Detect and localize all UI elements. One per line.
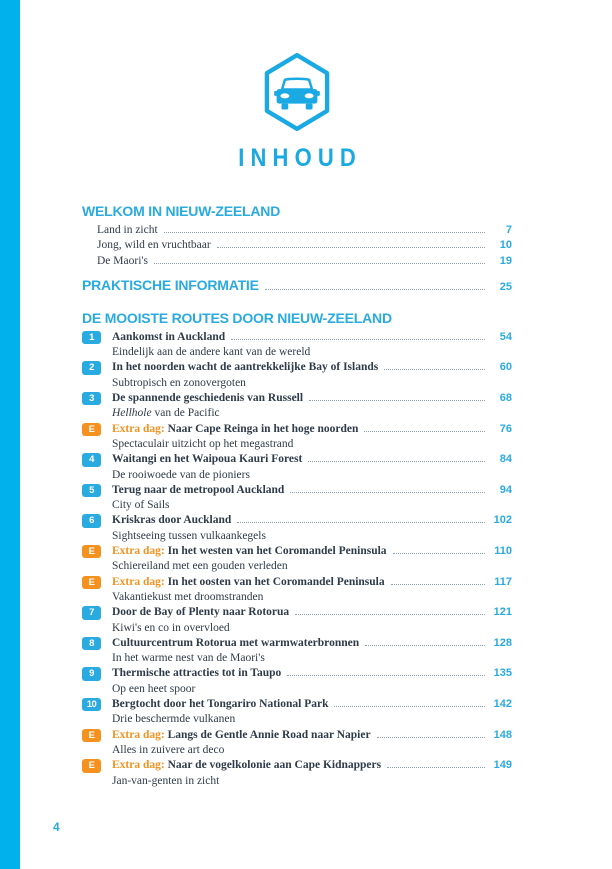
toc-entry-page-number: 117 bbox=[494, 575, 512, 588]
dotted-leader bbox=[295, 614, 485, 615]
toc-entry-subtitle: Spectaculair uitzicht op het megastrand bbox=[112, 437, 294, 450]
route-badge: E bbox=[82, 759, 101, 773]
toc-entry-title-text: De Maori's bbox=[97, 254, 148, 267]
route-badge: 3 bbox=[82, 392, 101, 406]
toc-entry-title bbox=[112, 330, 225, 345]
extra-dag-prefix: Extra dag: bbox=[112, 422, 165, 435]
route-badge: 6 bbox=[82, 514, 101, 528]
dotted-leader bbox=[309, 400, 485, 401]
toc-entry-title-text: Cultuurcentrum Rotorua met warmwaterbronnen bbox=[112, 636, 360, 649]
section-page-number: 25 bbox=[499, 280, 512, 293]
toc-entry bbox=[82, 391, 512, 422]
toc-entry-line bbox=[82, 575, 512, 590]
toc-entry bbox=[82, 360, 512, 391]
toc-entry-subtitle: Alles in zuivere art deco bbox=[112, 743, 225, 756]
toc-entry-line bbox=[82, 330, 512, 345]
section-heading-row bbox=[82, 278, 512, 293]
extra-dag-prefix: Extra dag: bbox=[112, 545, 165, 558]
toc-entry-page-number: 102 bbox=[493, 514, 512, 527]
toc-entry-page-number: 142 bbox=[493, 698, 512, 711]
toc-entry-line bbox=[82, 452, 512, 467]
toc-entry-line bbox=[82, 391, 512, 406]
toc-entry-line bbox=[82, 544, 512, 559]
route-badge: 7 bbox=[82, 606, 101, 620]
dotted-leader bbox=[365, 645, 485, 646]
table-of-contents bbox=[82, 204, 512, 789]
toc-entry-title-text: Naar de vogelkolonie aan Cape Kidnappers bbox=[167, 759, 382, 772]
toc-entry-title-text: Aankomst in Auckland bbox=[112, 330, 226, 343]
toc-entry-page-number: 10 bbox=[499, 239, 512, 252]
toc-entry bbox=[82, 666, 512, 697]
toc-entry-title-text: Terug naar de metropool Auckland bbox=[112, 483, 285, 496]
section-heading-row bbox=[82, 311, 512, 326]
route-badge: 8 bbox=[82, 637, 101, 651]
section-heading: PRAKTISCHE INFORMATIE bbox=[82, 276, 259, 293]
toc-entry-subtitle: Schiereiland met een gouden verleden bbox=[112, 560, 288, 573]
dotted-leader bbox=[164, 232, 485, 233]
toc-entry-title bbox=[112, 513, 231, 528]
route-badge: 5 bbox=[82, 484, 101, 498]
page-content bbox=[82, 0, 512, 789]
toc-entry-subtitle: Drie beschermde vulkanen bbox=[112, 713, 236, 726]
toc-entry-page-number: 84 bbox=[499, 453, 512, 466]
toc-entry-page-number: 94 bbox=[499, 483, 512, 496]
toc-entry-title bbox=[97, 238, 211, 253]
toc-entry-title-text: Jong, wild en vruchtbaar bbox=[97, 239, 211, 252]
toc-entry-title bbox=[112, 728, 371, 743]
toc-entry-page-number: 148 bbox=[493, 728, 512, 741]
toc-entry-subtitle: Kiwi's en co in overvloed bbox=[112, 621, 230, 634]
toc-entry-title-text: Kriskras door Auckland bbox=[112, 514, 232, 527]
toc-entry-subtitle bbox=[82, 406, 512, 421]
toc-entry bbox=[82, 605, 512, 636]
toc-entry bbox=[82, 223, 512, 238]
toc-entry bbox=[82, 254, 512, 269]
toc-entry-subtitle: Jan-van-genten in zicht bbox=[112, 774, 220, 787]
section-heading: WELKOM IN NIEUW-ZEELAND bbox=[82, 203, 281, 219]
toc-entry-page-number: 19 bbox=[499, 254, 512, 267]
toc-entry-subtitle: Eindelijk aan de andere kant van de wereld bbox=[112, 346, 311, 359]
toc-entry bbox=[82, 636, 512, 667]
toc-entry-subtitle: City of Sails bbox=[112, 499, 170, 512]
toc-entry bbox=[82, 575, 512, 606]
route-badge: E bbox=[82, 545, 101, 559]
dotted-leader bbox=[387, 767, 485, 768]
toc-entry-subtitle: Sightseeing tussen vulkaankegels bbox=[112, 529, 266, 542]
toc-section-1 bbox=[82, 278, 512, 293]
dotted-leader bbox=[391, 584, 485, 585]
toc-entry-page-number: 7 bbox=[505, 224, 512, 236]
section-heading-row bbox=[82, 204, 512, 219]
toc-entry bbox=[82, 758, 512, 789]
toc-entry-subtitle-part: Hellhole bbox=[112, 407, 152, 420]
toc-entry-title bbox=[112, 605, 289, 620]
toc-entry-title-text: Bergtocht door het Tongariro National Park bbox=[112, 698, 329, 711]
toc-entry-page-number: 149 bbox=[493, 759, 512, 772]
toc-entry-title bbox=[112, 391, 303, 406]
extra-dag-prefix: Extra dag: bbox=[112, 575, 165, 588]
dotted-leader bbox=[290, 492, 485, 493]
toc-entry-title-text: In het noorden wacht de aantrekkelijke Bay of Islands bbox=[112, 361, 379, 374]
toc-entry bbox=[82, 452, 512, 483]
car-hexagon-icon bbox=[264, 52, 330, 132]
toc-entry-title-text: Door de Bay of Plenty naar Rotorua bbox=[112, 606, 290, 619]
page-title: INHOUD bbox=[238, 144, 362, 172]
dotted-leader bbox=[393, 553, 485, 554]
toc-entry-title-text: Thermische attracties tot in Taupo bbox=[112, 667, 282, 680]
toc-entry-title bbox=[112, 360, 378, 375]
toc-entry-page-number: 128 bbox=[493, 636, 512, 649]
toc-entry bbox=[82, 483, 512, 514]
dotted-leader bbox=[308, 461, 485, 462]
toc-entry-subtitle: In het warme nest van de Maori's bbox=[112, 652, 265, 665]
toc-entry-subtitle: Subtropisch en zonovergoten bbox=[112, 376, 246, 389]
dotted-leader bbox=[231, 339, 485, 340]
route-badge: E bbox=[82, 423, 101, 437]
route-badge: 2 bbox=[82, 361, 101, 375]
section-heading: DE MOOISTE ROUTES DOOR NIEUW-ZEELAND bbox=[82, 309, 392, 326]
toc-entry-line bbox=[82, 223, 512, 238]
toc-entry-title-text: De spannende geschiedenis van Russell bbox=[112, 392, 304, 405]
dotted-leader bbox=[334, 706, 485, 707]
toc-entry-page-number: 135 bbox=[493, 667, 512, 680]
toc-entry-page-number: 110 bbox=[494, 545, 512, 558]
route-badge: E bbox=[82, 729, 101, 743]
toc-entry-line bbox=[82, 636, 512, 651]
toc-entry-title-text: Langs de Gentle Annie Road naar Napier bbox=[167, 728, 371, 741]
toc-entry-line bbox=[82, 697, 512, 712]
toc-entry-page-number: 60 bbox=[499, 361, 512, 374]
route-badge: 1 bbox=[82, 331, 101, 345]
toc-entry-title bbox=[112, 636, 359, 651]
dotted-leader bbox=[154, 263, 485, 264]
toc-entry-title bbox=[112, 666, 281, 681]
toc-entry-title bbox=[97, 223, 158, 238]
toc-entry-line bbox=[82, 758, 512, 773]
toc-entry bbox=[82, 238, 512, 253]
page-number: 4 bbox=[53, 820, 60, 834]
dotted-leader bbox=[265, 289, 485, 290]
toc-entry-title bbox=[112, 422, 358, 437]
toc-entry-line bbox=[82, 483, 512, 498]
toc-entry-line bbox=[82, 605, 512, 620]
toc-entry-line bbox=[82, 728, 512, 743]
toc-entry bbox=[82, 422, 512, 453]
toc-entry-title bbox=[112, 575, 385, 590]
toc-entry-page-number: 121 bbox=[493, 606, 512, 619]
toc-entry-title bbox=[112, 483, 284, 498]
toc-entry-line bbox=[82, 666, 512, 681]
left-accent-bar bbox=[0, 0, 20, 869]
route-badge: 9 bbox=[82, 667, 101, 681]
toc-section-2 bbox=[82, 311, 512, 789]
dotted-leader bbox=[217, 247, 485, 248]
toc-entry-title-text: Waitangi en het Waipoua Kauri Forest bbox=[112, 453, 303, 466]
toc-entry-title-text: Land in zicht bbox=[97, 224, 158, 236]
extra-dag-prefix: Extra dag: bbox=[112, 728, 165, 741]
toc-entry-subtitle-part: van de Pacific bbox=[151, 407, 220, 420]
toc-entry-title-text: Naar Cape Reinga in het hoge noorden bbox=[167, 422, 359, 435]
toc-entry-title bbox=[112, 758, 381, 773]
toc-entry bbox=[82, 330, 512, 361]
toc-entry-subtitle: Op een heet spoor bbox=[112, 682, 196, 695]
route-badge: 4 bbox=[82, 453, 101, 467]
toc-entry-line bbox=[82, 238, 512, 253]
dotted-leader bbox=[237, 522, 485, 523]
dotted-leader bbox=[384, 369, 485, 370]
toc-entry-subtitle: De rooiwoede van de pioniers bbox=[112, 468, 250, 481]
dotted-leader bbox=[287, 675, 485, 676]
toc-entry-title-text: In het westen van het Coromandel Peninsula bbox=[167, 545, 387, 558]
route-badge: E bbox=[82, 576, 101, 590]
toc-entry bbox=[82, 544, 512, 575]
toc-entry-page-number: 68 bbox=[499, 392, 512, 405]
route-badge: 10 bbox=[82, 698, 101, 712]
toc-entry-line bbox=[82, 254, 512, 269]
toc-entry-title bbox=[112, 544, 387, 559]
toc-entry-page-number: 76 bbox=[499, 422, 512, 435]
toc-entry-line bbox=[82, 360, 512, 375]
extra-dag-prefix: Extra dag: bbox=[112, 759, 165, 772]
toc-entry-title bbox=[112, 452, 302, 467]
toc-entry-line bbox=[82, 513, 512, 528]
toc-entry-title bbox=[97, 254, 148, 269]
dotted-leader bbox=[364, 431, 485, 432]
toc-entry-line bbox=[82, 422, 512, 437]
toc-entry bbox=[82, 697, 512, 728]
toc-entry-title-text: In het oosten van het Coromandel Peninsula bbox=[167, 575, 385, 588]
toc-entry bbox=[82, 728, 512, 759]
toc-entry bbox=[82, 513, 512, 544]
dotted-leader bbox=[377, 737, 485, 738]
toc-section-0 bbox=[82, 204, 512, 269]
toc-entry-page-number: 54 bbox=[499, 330, 512, 343]
toc-entry-subtitle: Vakantiekust met droomstranden bbox=[112, 590, 264, 603]
toc-entry-title bbox=[112, 697, 328, 712]
